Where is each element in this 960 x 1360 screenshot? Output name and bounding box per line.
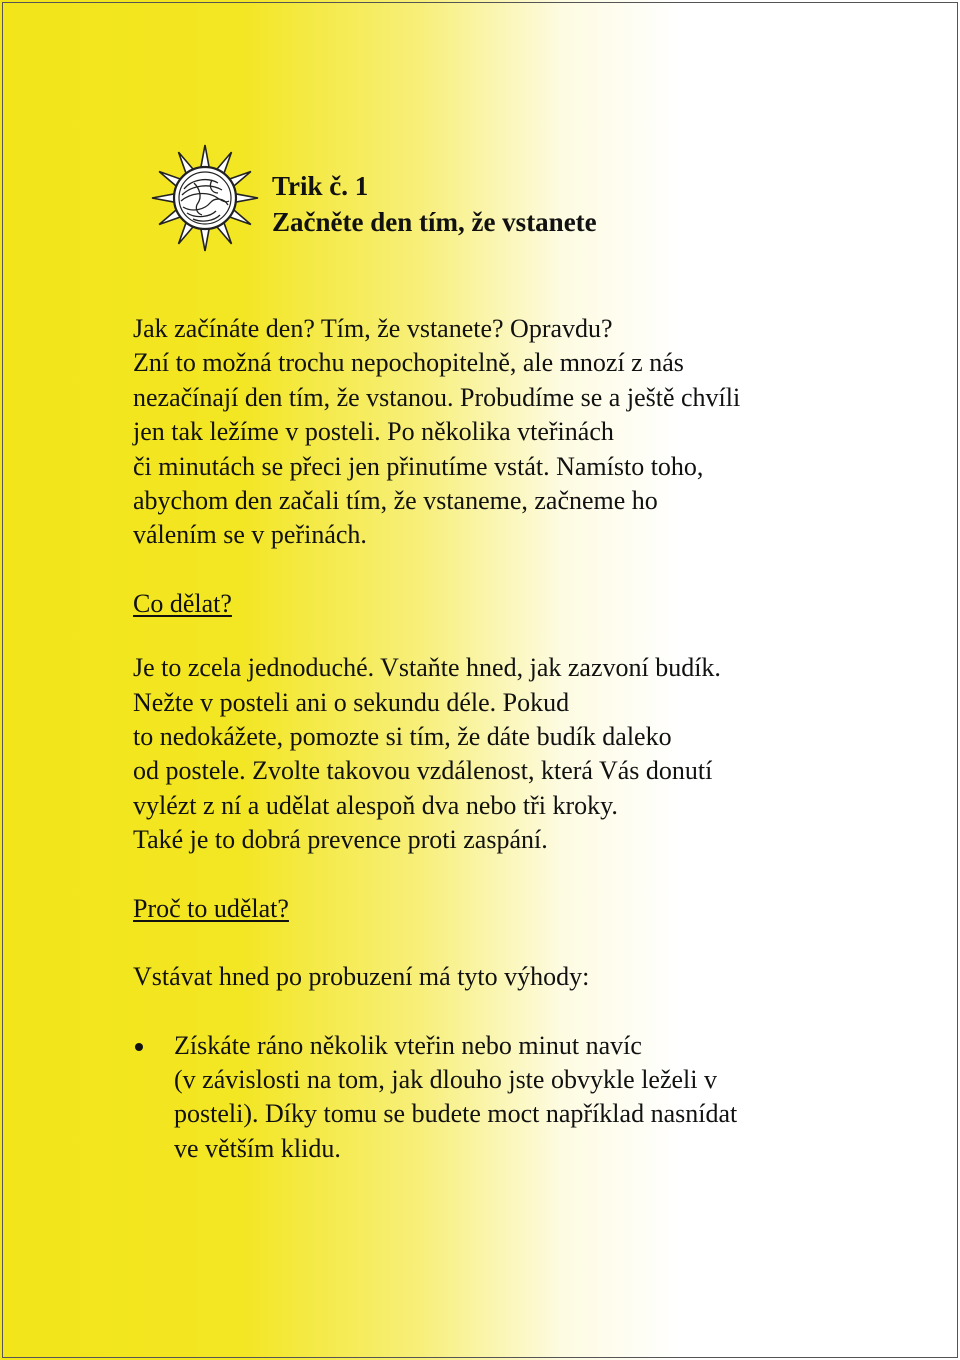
text-line: abychom den začali tím, že vstaneme, začneme ho — [133, 486, 658, 516]
text-line: Jak začínáte den? Tím, že vstanete? Opravdu? — [133, 314, 613, 343]
text-line: Také je to dobrá prevence proti zaspání. — [133, 825, 548, 855]
sun-ray — [201, 228, 210, 251]
heading — [272, 168, 597, 240]
section-heading-what-to-do: Co dělat? — [133, 588, 232, 618]
trick-label: Trik č. 1 — [272, 171, 369, 201]
text-line: (v závislosti na tom, jak dlouho jste obvykle leželi v — [174, 1064, 718, 1094]
text-line: nezačínají den tím, že vstanou. Probudíme se a ještě chvíli — [133, 382, 741, 412]
text-line: válením se v peřinách. — [133, 520, 367, 550]
sun-ray — [201, 145, 210, 168]
sun-ray — [235, 194, 258, 203]
text-line: Nežte v posteli ani o sekundu déle. Pokud — [133, 687, 570, 717]
why-intro: Vstávat hned po probuzení má tyto výhody: — [133, 962, 590, 992]
page-title: Začněte den tím, že vstanete — [272, 207, 597, 237]
sun-ray — [152, 194, 175, 203]
text-line: ve větším klidu. — [174, 1133, 341, 1163]
text-line: Je to zcela jednoduché. Vstaňte hned, jak zazvoní budík. — [133, 653, 721, 683]
text-line: vylézt z ní a udělat alespoň dva nebo tři kroky. — [133, 790, 618, 820]
content — [133, 312, 833, 1166]
text-line: Získáte ráno několik vteřin nebo minut navíc — [174, 1030, 642, 1060]
bullet-icon — [135, 1043, 143, 1051]
text-line: posteli). Díky tomu se budete moct například nasnídat — [174, 1099, 738, 1129]
text-line: jen tak ležíme v posteli. Po několika vteřinách — [133, 417, 614, 447]
text-line: od postele. Zvolte takovou vzdálenost, která Vás donutí — [133, 756, 713, 786]
text-line: to nedokážete, pomozte si tím, že dáte budík daleko — [133, 722, 672, 752]
list-item — [133, 1029, 833, 1167]
what-to-do-paragraph — [133, 651, 833, 857]
intro-paragraph — [133, 312, 833, 553]
text-line: Zní to možná trochu nepochopitelně, ale mnozí z nás — [133, 348, 684, 378]
section-heading-why: Proč to udělat? — [133, 893, 289, 923]
sun-icon — [150, 143, 260, 253]
benefit-list — [133, 1029, 833, 1167]
text-line: či minutách se přeci jen přinutíme vstát. Namísto toho, — [133, 451, 704, 481]
